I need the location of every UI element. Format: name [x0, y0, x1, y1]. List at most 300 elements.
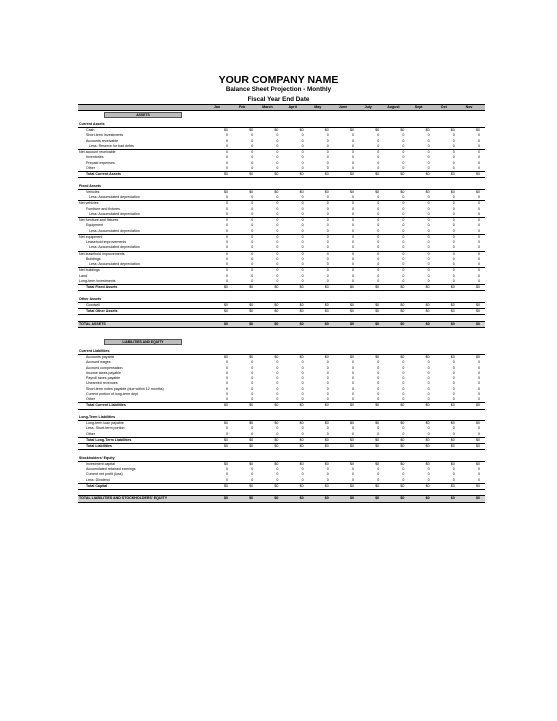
cell-august: 0 — [402, 381, 405, 386]
cell-june: 0 — [352, 150, 354, 154]
cell-feb: $0 — [249, 309, 254, 313]
cell-march: 0 — [276, 262, 279, 266]
cell-july: 0 — [377, 376, 380, 380]
cell-july: 0 — [377, 195, 380, 199]
cell-nov: 0 — [478, 218, 480, 222]
line-item-label: Less: Accumulated depreciation — [89, 211, 140, 216]
line-item-label: Net furniture and fixtures — [79, 218, 119, 222]
cell-may: 0 — [326, 273, 329, 278]
cell-april: 0 — [301, 268, 304, 273]
cell-may: 0 — [326, 467, 329, 471]
cell-may: 0 — [326, 206, 329, 211]
cell-july: $0 — [375, 461, 380, 466]
cell-jan: 0 — [226, 251, 228, 256]
cell-august: 0 — [402, 262, 405, 266]
line-item-label: Leasehold improvements — [86, 240, 127, 244]
cell-march: 0 — [276, 376, 279, 380]
cell-june: $0 — [350, 309, 354, 313]
cell-august: 0 — [402, 240, 405, 244]
cell-oct: 0 — [452, 262, 455, 266]
cell-may: $0 — [324, 309, 329, 313]
line-item-label: Stockholders' Equity — [79, 455, 115, 460]
line-item-label: Less: Accumulated depreciation — [89, 228, 140, 233]
cell-august: 0 — [402, 218, 405, 222]
cell-may: 0 — [326, 278, 329, 283]
cell-august: 0 — [402, 138, 405, 143]
cell-oct: 0 — [452, 133, 455, 138]
cell-may: 0 — [326, 240, 329, 244]
cell-feb: 0 — [251, 165, 254, 170]
cell-april: $0 — [299, 128, 304, 132]
line-item-label: TOTAL ASSETS — [79, 321, 106, 326]
cell-april: $0 — [299, 437, 304, 442]
cell-july: $0 — [375, 355, 380, 359]
cell-may: $0 — [324, 421, 329, 425]
cell-april: 0 — [301, 165, 304, 170]
cell-feb: $0 — [249, 483, 254, 488]
cell-feb: $0 — [249, 355, 254, 359]
cell-april: 0 — [301, 195, 304, 199]
cell-april: 0 — [301, 273, 304, 278]
cell-sept: $0 — [425, 285, 430, 289]
month-header-feb: Feb — [238, 105, 246, 109]
cell-feb: 0 — [251, 150, 254, 154]
cell-nov: 0 — [478, 370, 480, 375]
cell-august: 0 — [402, 155, 405, 160]
cell-march: 0 — [276, 251, 279, 256]
cell-nov: 0 — [478, 376, 480, 380]
line-item-label: Accrued compensation — [86, 365, 123, 370]
cell-march: $0 — [274, 302, 279, 307]
line-item-label: Current Liabilities — [79, 348, 110, 353]
cell-sept: 0 — [427, 278, 430, 283]
cell-jan: 0 — [226, 386, 228, 391]
cell-july: $0 — [375, 128, 380, 132]
cell-nov: $0 — [476, 285, 480, 289]
cell-feb: 0 — [251, 391, 254, 396]
cell-may: 0 — [326, 201, 329, 206]
cell-nov: $0 — [476, 403, 480, 408]
cell-nov: 0 — [478, 138, 480, 143]
cell-may: 0 — [326, 431, 329, 436]
cell-april: 0 — [301, 150, 304, 154]
cell-july: 0 — [377, 370, 380, 375]
cell-march: $0 — [274, 444, 279, 448]
cell-oct: $0 — [450, 403, 455, 408]
cell-feb: $0 — [249, 128, 254, 132]
cell-may: $0 — [324, 483, 329, 488]
cell-april: $0 — [299, 355, 304, 359]
cell-oct: 0 — [452, 472, 455, 477]
cell-august: 0 — [402, 150, 405, 154]
cell-oct: 0 — [452, 165, 455, 170]
cell-jan: 0 — [226, 206, 228, 211]
cell-august: 0 — [402, 360, 405, 365]
cell-june: $0 — [350, 403, 354, 408]
cell-august: 0 — [402, 211, 405, 216]
cell-august: 0 — [402, 201, 405, 206]
cell-april: 0 — [301, 143, 304, 148]
cell-june: 0 — [352, 426, 354, 431]
cell-april: 0 — [301, 397, 304, 401]
cell-may: 0 — [326, 211, 329, 216]
cell-april: 0 — [301, 251, 304, 256]
cell-nov: $0 — [476, 355, 480, 359]
cell-sept: 0 — [427, 360, 430, 365]
cell-feb: 0 — [251, 160, 254, 165]
cell-nov: 0 — [478, 391, 480, 396]
cell-july: $0 — [375, 321, 380, 326]
cell-june: 0 — [352, 251, 354, 256]
cell-feb: 0 — [251, 365, 254, 370]
cell-oct: $0 — [450, 128, 455, 132]
cell-nov: $0 — [476, 128, 480, 132]
cell-june: $0 — [350, 172, 354, 176]
cell-august: 0 — [402, 386, 405, 391]
cell-nov: 0 — [478, 477, 480, 482]
cell-april: $0 — [299, 496, 304, 501]
cell-july: 0 — [377, 268, 380, 273]
cell-july: 0 — [377, 397, 380, 401]
line-item-label: Total Current Liabilities — [86, 403, 126, 408]
cell-feb: $0 — [249, 285, 254, 289]
cell-july: 0 — [377, 245, 380, 250]
cell-sept: 0 — [427, 160, 430, 165]
cell-may: 0 — [326, 472, 329, 477]
cell-march: $0 — [274, 128, 279, 132]
cell-august: 0 — [402, 234, 405, 239]
cell-jan: 0 — [226, 477, 228, 482]
line-item-label: Buildings — [86, 256, 101, 261]
cell-may: 0 — [326, 150, 329, 154]
cell-march: $0 — [274, 355, 279, 359]
cell-may: 0 — [326, 360, 329, 365]
month-header-june: June — [338, 105, 348, 109]
cell-feb: 0 — [251, 376, 254, 380]
cell-july: 0 — [377, 150, 380, 154]
cell-june: $0 — [350, 437, 354, 442]
cell-feb: 0 — [251, 268, 254, 273]
cell-jan: 0 — [226, 218, 228, 222]
cell-march: 0 — [276, 138, 279, 143]
cell-feb: 0 — [251, 240, 254, 244]
line-item-label: Investment capital — [86, 461, 115, 466]
cell-june: 0 — [352, 370, 354, 375]
cell-august: 0 — [402, 245, 405, 250]
cell-june: 0 — [352, 218, 354, 222]
cell-july: 0 — [377, 472, 380, 477]
cell-april: 0 — [301, 206, 304, 211]
cell-may: 0 — [326, 251, 329, 256]
cell-nov: 0 — [478, 256, 480, 261]
cell-nov: 0 — [478, 206, 480, 211]
month-header-sept: Sept — [414, 105, 423, 109]
cell-feb: 0 — [251, 431, 254, 436]
cell-sept: 0 — [427, 155, 430, 160]
month-header-july: July — [364, 105, 372, 109]
cell-jan: 0 — [226, 165, 228, 170]
cell-sept: 0 — [427, 268, 430, 273]
cell-jan: 0 — [226, 381, 228, 386]
cell-april: 0 — [301, 138, 304, 143]
line-item-label: Less: Accumulated depreciation — [89, 262, 140, 266]
cell-august: 0 — [402, 195, 405, 199]
cell-may: 0 — [326, 391, 329, 396]
line-item-label: Total Fixed Assets — [86, 285, 118, 289]
cell-june: 0 — [352, 138, 354, 143]
cell-july: 0 — [377, 256, 380, 261]
cell-oct: $0 — [450, 444, 455, 448]
cell-march: 0 — [276, 160, 279, 165]
cell-august: 0 — [402, 365, 405, 370]
cell-march: $0 — [274, 421, 279, 425]
cell-march: 0 — [276, 133, 279, 138]
cell-feb: 0 — [251, 143, 254, 148]
cell-nov: 0 — [478, 228, 480, 233]
line-item-label: Net buildings — [79, 268, 100, 273]
cell-jan: 0 — [226, 426, 228, 431]
cell-july: 0 — [377, 273, 380, 278]
cell-june: 0 — [352, 262, 354, 266]
cell-july: 0 — [377, 365, 380, 370]
cell-july: $0 — [375, 403, 380, 408]
cell-march: 0 — [276, 240, 279, 244]
cell-sept: $0 — [425, 128, 430, 132]
cell-august: 0 — [402, 467, 405, 471]
cell-june: 0 — [352, 268, 354, 273]
cell-feb: 0 — [251, 234, 254, 239]
cell-nov: 0 — [478, 165, 480, 170]
cell-july: 0 — [377, 218, 380, 222]
cell-july: 0 — [377, 251, 380, 256]
cell-feb: 0 — [251, 477, 254, 482]
cell-august: 0 — [402, 206, 405, 211]
cell-nov: 0 — [478, 397, 480, 401]
line-item-label: Less: Reserve for bad debts — [89, 143, 134, 148]
cell-jan: $0 — [224, 403, 228, 408]
cell-jan: 0 — [226, 245, 228, 250]
cell-sept: 0 — [427, 143, 430, 148]
cell-jan: $0 — [224, 321, 228, 326]
cell-august: $0 — [400, 302, 405, 307]
month-header-jan: Jan — [213, 105, 221, 109]
cell-march: $0 — [274, 461, 279, 466]
cell-april: 0 — [301, 245, 304, 250]
cell-feb: 0 — [251, 245, 254, 250]
line-item-label: Other Assets — [79, 296, 102, 301]
line-item-label: Total Long-Term Liabilities — [86, 437, 132, 442]
line-item-label: Current portion of long-term dept — [86, 391, 139, 396]
cell-may: 0 — [326, 218, 329, 222]
cell-july: 0 — [377, 223, 380, 228]
cell-june: 0 — [352, 133, 354, 138]
cell-march: $0 — [274, 483, 279, 488]
cell-may: 0 — [326, 426, 329, 431]
cell-march: 0 — [276, 211, 279, 216]
cell-oct: $0 — [450, 496, 455, 501]
cell-nov: $0 — [476, 444, 480, 448]
cell-july: $0 — [375, 309, 380, 313]
cell-april: $0 — [299, 421, 304, 425]
cell-july: $0 — [375, 172, 380, 176]
cell-jan: $0 — [224, 189, 228, 194]
cell-sept: $0 — [425, 189, 430, 194]
cell-jan: 0 — [226, 467, 228, 471]
cell-feb: $0 — [249, 172, 254, 176]
cell-july: $0 — [375, 302, 380, 307]
cell-april: $0 — [299, 285, 304, 289]
cell-june: $0 — [350, 321, 354, 326]
cell-june: $0 — [350, 355, 354, 359]
cell-may: 0 — [326, 165, 329, 170]
cell-sept: 0 — [427, 206, 430, 211]
cell-july: 0 — [377, 138, 380, 143]
cell-sept: 0 — [427, 234, 430, 239]
cell-june: $0 — [350, 189, 354, 194]
cell-march: 0 — [276, 206, 279, 211]
cell-feb: 0 — [251, 211, 254, 216]
line-item-label: Accounts payable — [86, 355, 115, 359]
cell-may: $0 — [324, 496, 329, 501]
cell-sept: 0 — [427, 376, 430, 380]
cell-jan: $0 — [224, 309, 228, 313]
cell-april: 0 — [301, 240, 304, 244]
cell-march: 0 — [276, 268, 279, 273]
cell-june: 0 — [352, 160, 354, 165]
cell-august: $0 — [400, 421, 405, 425]
cell-sept: 0 — [427, 240, 430, 244]
cell-june: 0 — [352, 386, 354, 391]
cell-jan: 0 — [226, 262, 228, 266]
month-header-april: April — [288, 105, 297, 109]
cell-oct: 0 — [452, 360, 455, 365]
cell-sept: 0 — [427, 150, 430, 154]
cell-feb: 0 — [251, 360, 254, 365]
month-header-march: March — [262, 105, 273, 109]
cell-august: 0 — [402, 133, 405, 138]
cell-march: $0 — [274, 172, 279, 176]
cell-jan: 0 — [226, 397, 228, 401]
cell-sept: 0 — [427, 370, 430, 375]
balance-sheet-table — [78, 104, 485, 503]
cell-may: 0 — [326, 133, 329, 138]
cell-oct: 0 — [452, 370, 455, 375]
cell-sept: $0 — [425, 172, 430, 176]
cell-may: 0 — [326, 160, 329, 165]
cell-april: 0 — [301, 278, 304, 283]
cell-june: 0 — [352, 467, 354, 471]
cell-oct: $0 — [450, 483, 455, 488]
cell-nov: $0 — [476, 172, 480, 176]
cell-jan: 0 — [226, 201, 228, 206]
cell-sept: 0 — [427, 138, 430, 143]
cell-july: 0 — [377, 386, 380, 391]
cell-feb: $0 — [249, 437, 254, 442]
cell-may: $0 — [324, 355, 329, 359]
cell-sept: 0 — [427, 472, 430, 477]
cell-june: 0 — [352, 477, 354, 482]
cell-oct: 0 — [452, 218, 455, 222]
cell-august: $0 — [400, 128, 405, 132]
cell-march: 0 — [276, 201, 279, 206]
line-item-label: Short-term investments — [86, 133, 124, 138]
cell-sept: $0 — [425, 483, 430, 488]
cell-feb: 0 — [251, 206, 254, 211]
cell-march: $0 — [274, 309, 279, 313]
cell-april: 0 — [301, 223, 304, 228]
cell-nov: 0 — [478, 211, 480, 216]
cell-oct: 0 — [452, 155, 455, 160]
cell-april: 0 — [301, 234, 304, 239]
cell-jan: $0 — [224, 355, 228, 359]
cell-april: 0 — [301, 211, 304, 216]
cell-feb: 0 — [251, 386, 254, 391]
cell-august: 0 — [402, 278, 405, 283]
cell-oct: 0 — [452, 376, 455, 380]
cell-june: 0 — [352, 155, 354, 160]
cell-feb: 0 — [251, 381, 254, 386]
cell-may: 0 — [326, 155, 329, 160]
cell-july: 0 — [377, 211, 380, 216]
cell-nov: $0 — [476, 483, 480, 488]
cell-sept: 0 — [427, 211, 430, 216]
cell-oct: 0 — [452, 150, 455, 154]
cell-june: $0 — [350, 483, 354, 488]
cell-feb: $0 — [249, 461, 254, 466]
cell-april: 0 — [301, 218, 304, 222]
cell-nov: 0 — [478, 381, 480, 386]
cell-sept: 0 — [427, 426, 430, 431]
cell-july: 0 — [377, 262, 380, 266]
cell-oct: 0 — [452, 397, 455, 401]
cell-sept: 0 — [427, 195, 430, 199]
cell-august: 0 — [402, 426, 405, 431]
line-item-label: Accounts receivable — [86, 138, 119, 143]
cell-sept: 0 — [427, 262, 430, 266]
cell-nov: 0 — [478, 365, 480, 370]
cell-sept: 0 — [427, 165, 430, 170]
cell-june: 0 — [352, 234, 354, 239]
cell-feb: $0 — [249, 302, 254, 307]
cell-july: 0 — [377, 477, 380, 482]
cell-feb: 0 — [251, 426, 254, 431]
cell-march: 0 — [276, 426, 279, 431]
cell-feb: 0 — [251, 201, 254, 206]
cell-nov: 0 — [478, 155, 480, 160]
cell-june: 0 — [352, 206, 354, 211]
cell-jan: 0 — [226, 228, 228, 233]
line-item-label: Income taxes payable — [86, 370, 121, 375]
cell-nov: 0 — [478, 268, 480, 273]
cell-april: $0 — [299, 302, 304, 307]
cell-july: 0 — [377, 143, 380, 148]
cell-june: $0 — [350, 128, 354, 132]
cell-jan: $0 — [224, 437, 228, 442]
cell-may: $0 — [324, 172, 329, 176]
cell-april: $0 — [299, 483, 304, 488]
cell-june: 0 — [352, 472, 354, 477]
cell-june: 0 — [352, 391, 354, 396]
cell-sept: 0 — [427, 467, 430, 471]
cell-may: $0 — [324, 444, 329, 448]
cell-feb: 0 — [251, 223, 254, 228]
line-item-label: Net equipment — [79, 234, 103, 239]
cell-nov: 0 — [478, 467, 480, 471]
cell-june: $0 — [350, 285, 354, 289]
cell-nov: 0 — [478, 273, 480, 278]
cell-feb: 0 — [251, 155, 254, 160]
cell-april: 0 — [301, 160, 304, 165]
